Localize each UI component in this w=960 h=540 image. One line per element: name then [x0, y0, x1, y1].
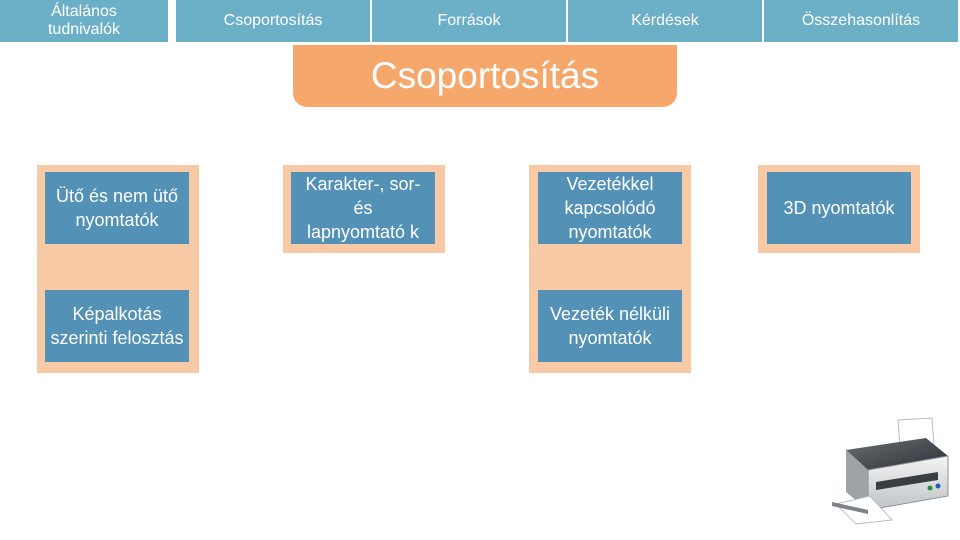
tab-label: Összehasonlítás: [801, 12, 921, 29]
category-box-character-line-page[interactable]: [291, 172, 435, 244]
category-box-imaging[interactable]: [45, 290, 189, 362]
tab-label: Kérdések: [631, 12, 699, 29]
tab-csoportositas[interactable]: [176, 0, 370, 42]
tab-osszehasonlitas[interactable]: [764, 0, 958, 42]
category-label: Képalkotás szerinti felosztás: [50, 304, 184, 348]
page-title-banner: [293, 45, 677, 107]
tab-label: Általános tudnivalók: [47, 3, 121, 38]
category-box-wireless[interactable]: [538, 290, 682, 362]
category-label: Karakter-, sor- és lapnyomtató k: [305, 174, 421, 242]
tab-divider: [168, 0, 170, 42]
tab-kerdesek[interactable]: [568, 0, 762, 42]
category-label: Vezetékkel kapcsolódó nyomtatók: [564, 174, 656, 242]
page-title: Csoportosítás: [370, 55, 600, 96]
category-label: Ütő és nem ütő nyomtatók: [55, 186, 179, 230]
category-box-3d[interactable]: [767, 172, 911, 244]
top-nav: [0, 0, 960, 44]
tab-label: Csoportosítás: [223, 12, 323, 29]
printer-icon: [826, 416, 956, 526]
tab-forrasok[interactable]: [372, 0, 566, 42]
tab-label: Források: [437, 12, 501, 29]
category-label: 3D nyomtatók: [783, 198, 895, 218]
category-box-wired[interactable]: [538, 172, 682, 244]
category-label: Vezeték nélküli nyomtatók: [549, 304, 671, 348]
category-box-impact[interactable]: [45, 172, 189, 244]
tab-altalanos-tudnivalok[interactable]: [0, 0, 168, 42]
